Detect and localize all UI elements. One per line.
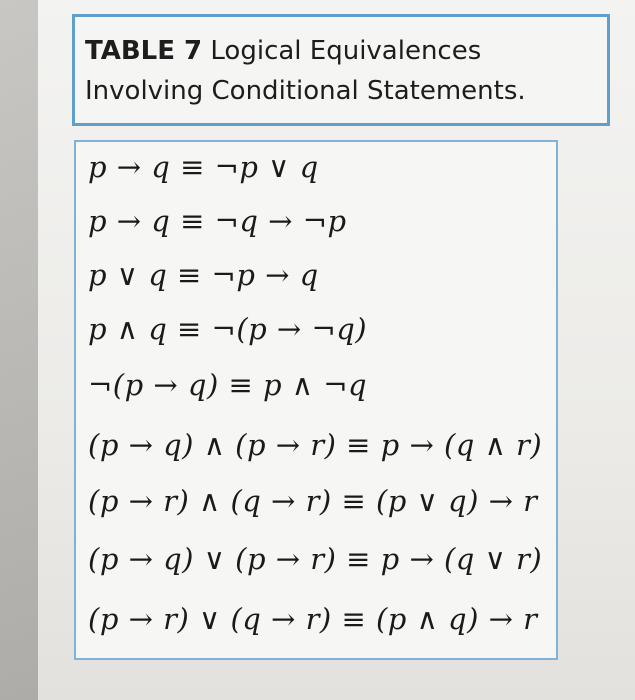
table-number: TABLE 7 — [85, 36, 203, 66]
equivalence-row: ¬(p → q) ≡ p ∧ ¬q — [88, 368, 368, 402]
equivalence-row: p ∨ q ≡ ¬p → q — [88, 258, 319, 292]
equivalence-row: (p → q) ∧ (p → r) ≡ p → (q ∧ r) — [88, 428, 543, 462]
equivalence-row: (p → r) ∨ (q → r) ≡ (p ∧ q) → r — [88, 602, 538, 636]
equivalence-row: p → q ≡ ¬p ∨ q — [88, 150, 319, 184]
equivalences-table — [74, 140, 558, 660]
caption-title-part-1: Logical Equivalences — [210, 36, 482, 66]
caption-line-1 — [85, 31, 607, 71]
equivalence-row: p ∧ q ≡ ¬(p → ¬q) — [88, 312, 368, 346]
caption-line-2: Involving Conditional Statements. — [85, 76, 526, 106]
equivalence-row: (p → r) ∧ (q → r) ≡ (p ∨ q) → r — [88, 484, 538, 518]
equivalence-row: (p → q) ∨ (p → r) ≡ p → (q ∨ r) — [88, 542, 543, 576]
equivalence-row: p → q ≡ ¬q → ¬p — [88, 204, 347, 238]
table-caption — [72, 14, 610, 126]
